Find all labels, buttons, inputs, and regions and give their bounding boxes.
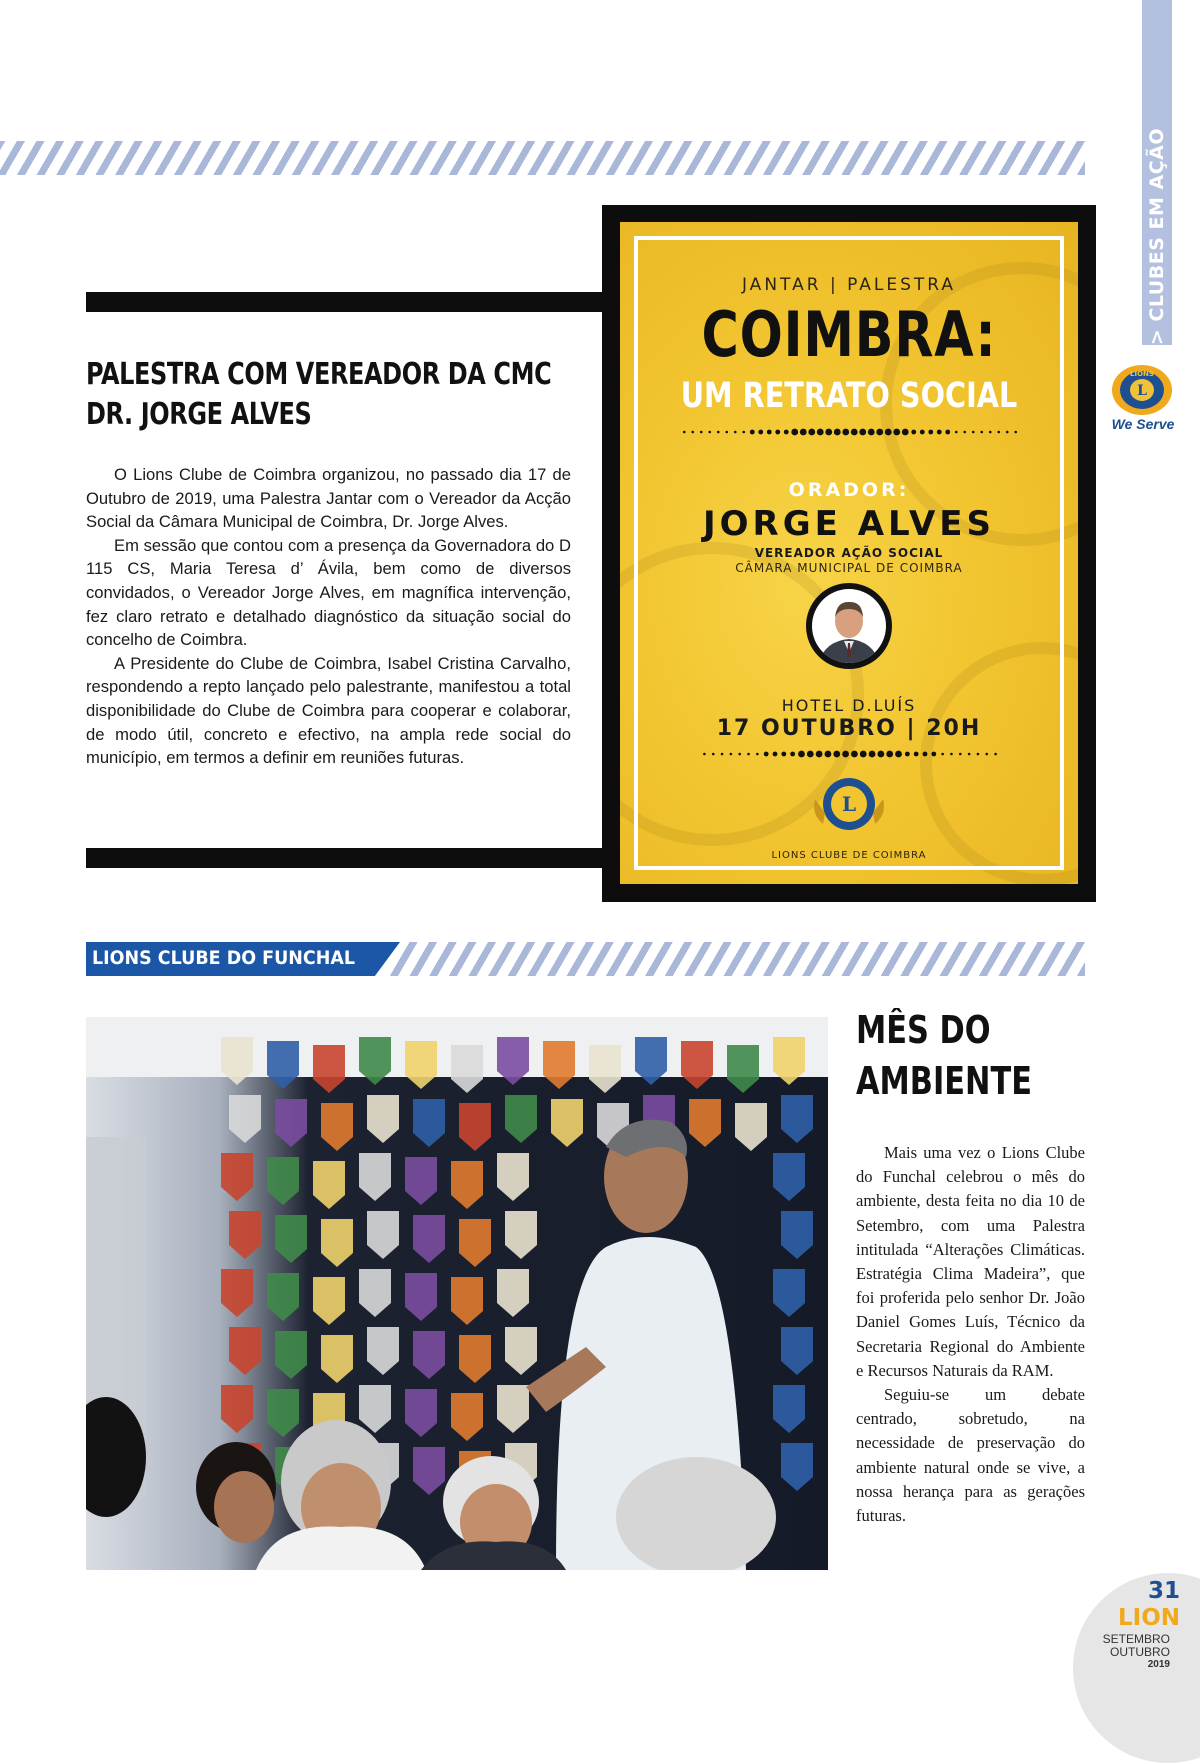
lions-international-logo-icon	[809, 769, 889, 839]
issue-month-line: OUTUBRO	[1110, 1645, 1170, 1659]
article-paragraph: Mais uma vez o Lions Clube do Funchal celebrou o mês do ambiente, desta feita no dia 10 de Setembro, com uma Palestra intitulada “Alterações Climáticas. Estratégia Clima Madeira”, que foi proferida pelo senhor Dr. João Daniel Gomes Luís, Técnico da Secretaria Regional do Ambiente e Recursos Naturais da RAM.	[856, 1143, 1085, 1380]
divider-dot	[911, 430, 916, 435]
divider-dot	[817, 429, 824, 436]
article-title	[86, 355, 552, 435]
poster-orador-label: ORADOR:	[788, 479, 910, 501]
divider-dot	[893, 429, 900, 436]
section-hatch-divider	[390, 942, 1085, 976]
divider-dot	[700, 431, 703, 434]
divider-dot	[977, 753, 980, 756]
magazine-name: LION	[1117, 1605, 1180, 1631]
divider-dot	[895, 751, 902, 758]
divider-dot	[902, 429, 909, 436]
article-bottom-bar	[86, 848, 606, 868]
divider-dot	[968, 753, 971, 756]
divider-dot	[937, 430, 942, 435]
svg-text:L: L	[1137, 383, 1147, 399]
divider-dot	[730, 753, 733, 756]
poster-dot-divider	[680, 428, 1020, 436]
divider-dot	[920, 430, 925, 435]
divider-dot	[816, 751, 823, 758]
poster-main-subtitle: UM RETRATO SOCIAL	[680, 376, 1018, 416]
section-side-tab-label-wrap	[1142, 0, 1172, 345]
article-body	[856, 1141, 1085, 1528]
poster-datetime: 17 OUTUBRO | 20H	[716, 716, 982, 741]
divider-dot	[842, 429, 849, 436]
divider-dot	[703, 753, 706, 756]
divider-dot	[790, 752, 795, 757]
issue-months	[1090, 1633, 1170, 1659]
divider-dot	[807, 751, 814, 758]
divider-dot	[945, 430, 950, 435]
divider-dot	[798, 751, 805, 758]
divider-dot	[825, 429, 832, 436]
poster-speaker-org: CÂMARA MUNICIPAL DE COIMBRA	[735, 561, 963, 575]
poster-main-title: COIMBRA:	[701, 298, 997, 371]
article-title-line: DR. JORGE ALVES	[86, 397, 312, 432]
divider-dot	[928, 430, 933, 435]
divider-dot	[767, 430, 772, 435]
divider-dot	[825, 751, 832, 758]
article-paragraph: A Presidente do Clube de Coimbra, Isabel Cristina Carvalho, respondendo a repto lançado pelo palestrante, manifestou a total disponibilidade do Clube de Coimbra para cooperar e colaborar, de modo útil, concreto e efectivo, na ampla rede social do município, em termos a definir em reuniões futuras.	[86, 653, 571, 768]
event-poster	[620, 222, 1078, 884]
divider-dot	[708, 431, 711, 434]
divider-dot	[950, 753, 953, 756]
issue-year: 2019	[1147, 1659, 1170, 1670]
page-number: 31	[1147, 1578, 1180, 1604]
article-title-line: AMBIENTE	[856, 1059, 1032, 1103]
poster-subhead: JANTAR | PALESTRA	[741, 275, 957, 295]
divider-dot	[868, 429, 875, 436]
event-photo	[86, 1017, 828, 1570]
divider-dot	[791, 429, 798, 436]
section-side-tab-label: > CLUBES EM AÇÃO	[1146, 127, 1168, 345]
divider-dot	[869, 751, 876, 758]
divider-dot	[994, 753, 997, 756]
divider-dot	[959, 753, 962, 756]
divider-dot	[877, 751, 884, 758]
divider-dot	[851, 751, 858, 758]
poster-speaker-name: JORGE ALVES	[702, 504, 996, 544]
divider-dot	[738, 753, 741, 756]
divider-dot	[860, 751, 867, 758]
divider-dot	[683, 431, 686, 434]
divider-dot	[905, 752, 910, 757]
divider-dot	[717, 431, 720, 434]
divider-dot	[721, 753, 724, 756]
divider-dot	[1014, 431, 1017, 434]
divider-dot	[931, 752, 936, 757]
divider-dot	[750, 430, 755, 435]
divider-dot	[834, 429, 841, 436]
speaker-portrait	[806, 583, 892, 669]
article-top-bar	[86, 292, 606, 312]
divider-dot	[784, 430, 789, 435]
divider-dot	[859, 429, 866, 436]
poster-club-name: LIONS CLUBE DE COIMBRA	[771, 850, 927, 861]
divider-dot	[742, 431, 745, 434]
divider-dot	[781, 752, 786, 757]
divider-dot	[800, 429, 807, 436]
divider-dot	[775, 430, 780, 435]
divider-dot	[963, 431, 966, 434]
divider-dot	[842, 751, 849, 758]
divider-dot	[734, 431, 737, 434]
divider-dot	[980, 431, 983, 434]
section-banner-label: LIONS CLUBE DO FUNCHAL	[92, 947, 356, 969]
top-hatch-divider	[0, 141, 1085, 175]
article-title-line: PALESTRA COM VEREADOR DA CMC	[86, 357, 552, 392]
lions-emblem-text: LIONS	[1130, 370, 1154, 378]
divider-dot	[923, 752, 928, 757]
divider-dot	[1006, 431, 1009, 434]
article-title	[856, 1005, 1064, 1107]
divider-dot	[691, 431, 694, 434]
speaker-portrait-image	[810, 587, 888, 665]
motto-we-serve: We Serve	[1111, 416, 1175, 432]
svg-text:L: L	[841, 792, 857, 816]
divider-dot	[886, 751, 893, 758]
divider-dot	[764, 752, 769, 757]
divider-dot	[955, 431, 958, 434]
divider-dot	[941, 753, 944, 756]
event-photo-image	[86, 1017, 828, 1570]
divider-dot	[914, 752, 919, 757]
divider-dot	[833, 751, 840, 758]
article-paragraph: Em sessão que contou com a presença da Governadora do D 115 CS, Maria Teresa d’ Ávila, bem como de diversos convidados, o Vereador Jorge Alves, em magnífica intervenção, fez claro retrato e detalhado diagnóstico da situação social do concelho de Coimbra.	[86, 535, 571, 650]
poster-speaker-role: VEREADOR AÇÃO SOCIAL	[754, 546, 944, 560]
lions-emblem-icon	[1110, 360, 1174, 416]
divider-dot	[758, 430, 763, 435]
divider-dot	[756, 753, 759, 756]
divider-dot	[712, 753, 715, 756]
divider-dot	[989, 431, 992, 434]
article-paragraph: Seguiu-se um debate centrado, sobretudo, na necessidade de preservação do ambiente natural onde se vive, a nossa herança para as gerações futuras.	[856, 1385, 1085, 1526]
divider-dot	[851, 429, 858, 436]
divider-dot	[876, 429, 883, 436]
poster-dot-divider	[700, 750, 1000, 758]
divider-dot	[885, 429, 892, 436]
divider-dot	[808, 429, 815, 436]
issue-month-line: SETEMBRO	[1102, 1632, 1170, 1646]
divider-dot	[972, 431, 975, 434]
divider-dot	[725, 431, 728, 434]
divider-dot	[997, 431, 1000, 434]
divider-dot	[985, 753, 988, 756]
divider-dot	[773, 752, 778, 757]
article-paragraph: O Lions Clube de Coimbra organizou, no passado dia 17 de Outubro de 2019, uma Palestra Jantar com o Vereador da Acção Social da Câmara Municipal de Coimbra, Dr. Jorge Alves.	[86, 465, 571, 532]
article-title-line: MÊS DO	[856, 1008, 991, 1052]
poster-venue: HOTEL D.LUÍS	[781, 696, 917, 715]
article-body	[86, 463, 571, 770]
divider-dot	[747, 753, 750, 756]
